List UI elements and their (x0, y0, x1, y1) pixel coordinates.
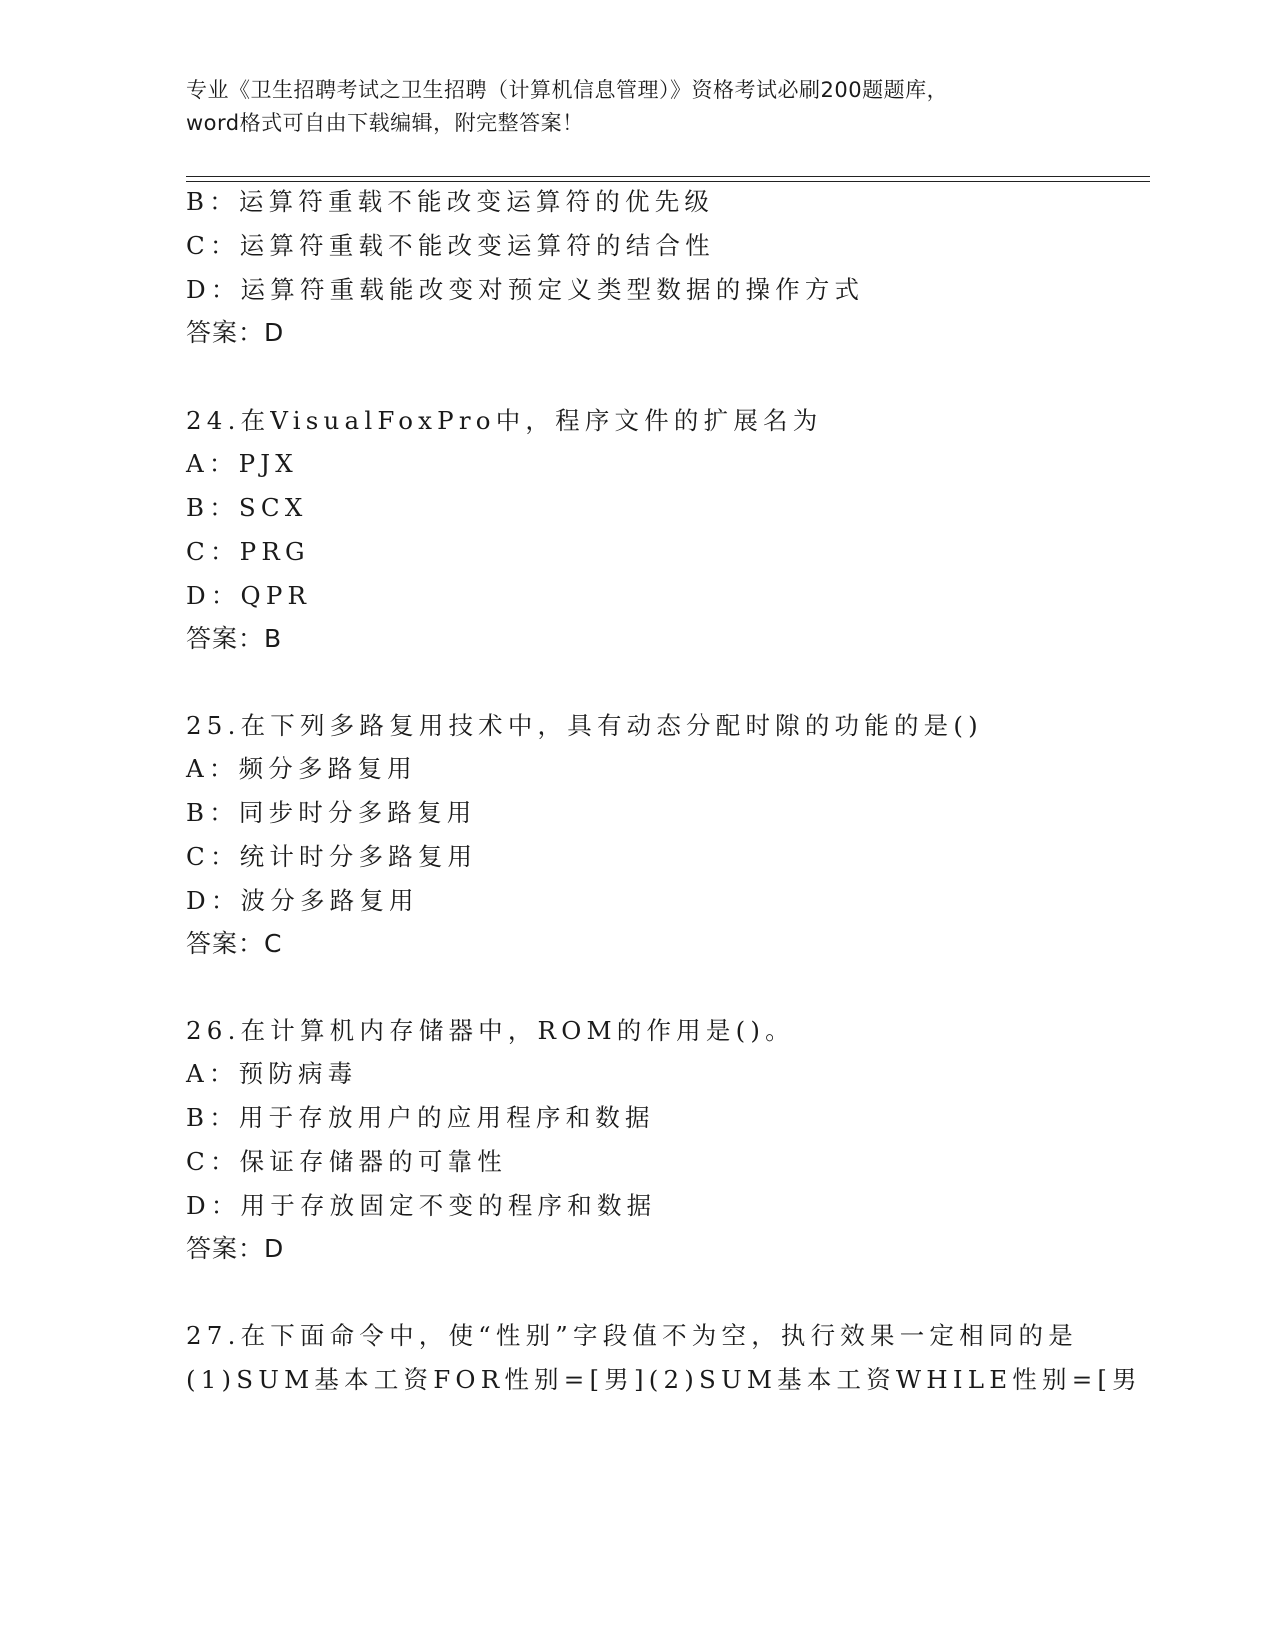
question-stem: 26.在计算机内存储器中，ROM的作用是()。 (186, 1016, 795, 1045)
option-b: B：同步时分多路复用 (186, 798, 477, 827)
option-b: B：运算符重载不能改变运算符的优先级 (186, 187, 715, 216)
answer-line: 答案：B (186, 624, 283, 653)
option-a: A：PJX (186, 449, 298, 478)
option-b: B：SCX (186, 493, 308, 522)
answer-line: 答案：D (186, 1234, 285, 1263)
option-c: C：PRG (186, 537, 310, 566)
answer-line: 答案：C (186, 929, 283, 958)
option-d: D：用于存放固定不变的程序和数据 (186, 1191, 657, 1220)
option-c: C：运算符重载不能改变运算符的结合性 (186, 231, 715, 260)
question-stem: 25.在下列多路复用技术中，具有动态分配时隙的功能的是() (186, 711, 983, 740)
option-a: A：频分多路复用 (186, 754, 417, 783)
option-b: B：用于存放用户的应用程序和数据 (186, 1103, 655, 1132)
option-d: D：运算符重载能改变对预定义类型数据的操作方式 (186, 275, 865, 304)
question-stem: 27.在下面命令中，使“性别”字段值不为空，执行效果一定相同的是 (186, 1321, 1078, 1350)
header-title-line: 专业《卫生招聘考试之卫生招聘（计算机信息管理）》资格考试必刷200题题库， (186, 78, 949, 102)
option-d: D：QPR (186, 581, 312, 610)
header-divider-top (186, 176, 1150, 177)
question-stem: 24.在VisualFoxPro中，程序文件的扩展名为 (186, 406, 823, 435)
option-d: D：波分多路复用 (186, 886, 419, 915)
option-c: C：统计时分多路复用 (186, 842, 478, 871)
question-stem-continued: (1)SUM基本工资FOR性别=[男](2)SUM基本工资WHILE性别=[男 (186, 1365, 1142, 1394)
document-header (186, 74, 1086, 140)
header-subtitle-line: word格式可自由下载编辑，附完整答案！ (186, 111, 584, 135)
option-c: C：保证存储器的可靠性 (186, 1147, 507, 1176)
answer-line: 答案：D (186, 318, 285, 347)
header-divider-bottom (186, 181, 1150, 182)
option-a: A：预防病毒 (186, 1059, 358, 1088)
